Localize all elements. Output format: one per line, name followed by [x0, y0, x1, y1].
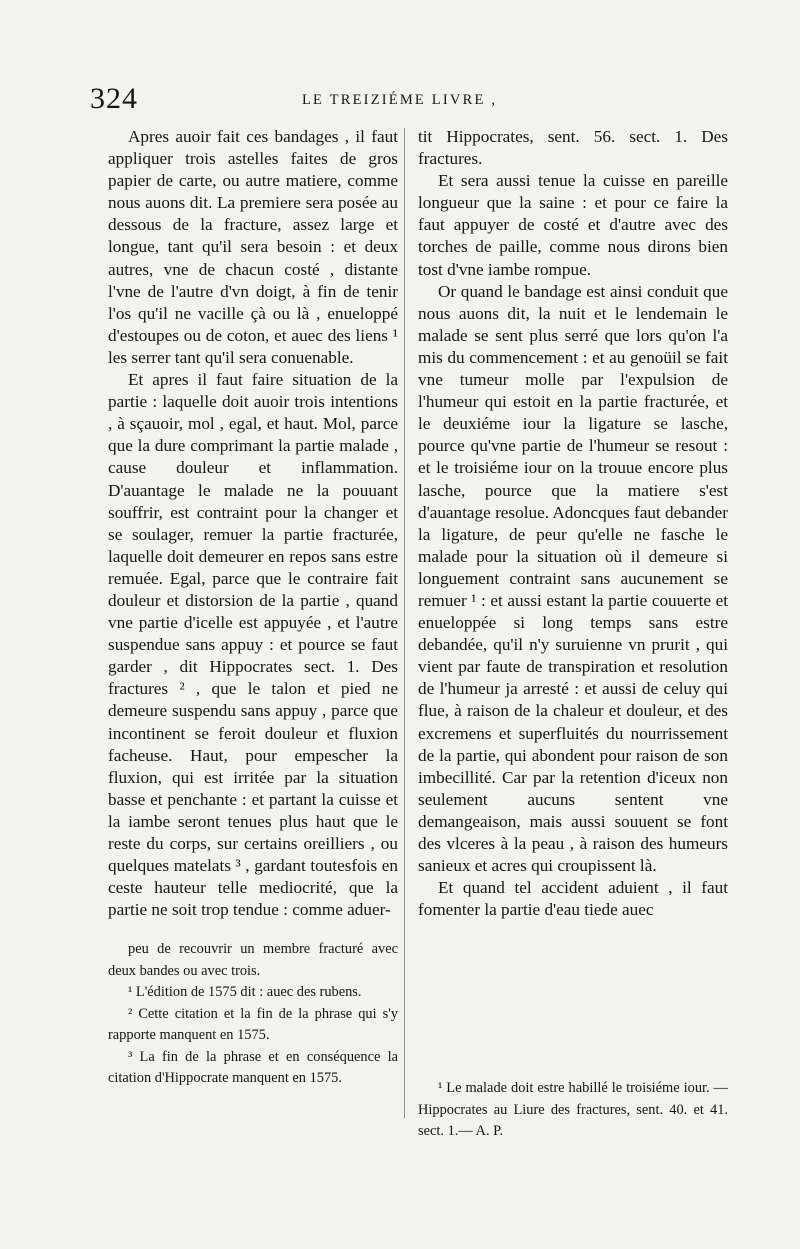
- footnote: ¹ Le malade doit estre habillé le troisiéme iour. — Hippocrates au Liure des fractures, sent. 40. et 41. sect. 1.— A. P.: [418, 1080, 728, 1139]
- paragraph: Et apres il faut faire situation de la partie : laquelle doit auoir trois intentions , à sçauoir, mol , egal, et haut. Mol, parce que la dure comprimant la partie malade , cause douleur et inflammation. D'auantage le malade ne la pouuant souffrir, est contraint pour la changer et se soulager, remuer la partie fracturée, laquelle doit demeurer en repos sans estre remuée. Egal, parce que le contraire fait douleur et distorsion de la partie , quand vne partie d'icelle est appuyée , et l'autre suspendue sans appuy : et pource se faut garder , dit Hippocrates sect. 1. Des fractures ² , que le talon et pied ne demeure suspendu sans appuy , parce que incontinent se feroit douleur et fluxion facheuse. Haut, pour empescher la fluxion, qui est irritée par la situation basse et penchante : et partant la cuisse et la iambe seront tenues plus haut que le reste du corps, sur certains oreilliers , ou quelques matelats ³ , gardant toutesfois en ceste hauteur telle mediocrité, que la partie ne soit trop tendue : comme aduer-: [108, 370, 398, 920]
- footnote: ² Cette citation et la fin de la phrase qui s'y rapporte manquent en 1575.: [108, 1005, 398, 1044]
- page-number: 324: [90, 82, 138, 115]
- footnote: ¹ L'édition de 1575 dit : auec des rubens.: [128, 984, 362, 1001]
- paragraph: tit Hippocrates, sent. 56. sect. 1. Des fractures.: [418, 127, 728, 169]
- page-header: [90, 82, 730, 122]
- paragraph: Et sera aussi tenue la cuisse en pareille longueur que la saine : et pour ce faire la faut appuyer de costé et d'autre avec des torches de paille, comme nous dirons bien tost d'vne iambe rompue.: [418, 171, 728, 279]
- right-body-text: [418, 126, 728, 921]
- left-column: [108, 126, 398, 1090]
- right-column: [418, 126, 728, 921]
- paragraph: Et quand tel accident aduient , il faut fomenter la partie d'eau tiede auec: [418, 878, 728, 920]
- paragraph: Or quand le bandage est ainsi conduit que nous auons dit, la nuit et le lendemain le malade se sent plus serré que lors qu'on l'a mis du commencement : et au genoüil se fait vne tumeur molle par l'expulsion de l'humeur qui estoit en la partie fracturée, et le deuxiéme iour la ligature se lasche, pource qu'vne partie de l'humeur se resout : et le troisiéme iour on la trouue encore plus lasche, pource que la matiere s'est d'auantage resolue. Adoncques faut debander la ligature, de peur qu'elle ne fasche le malade pour la situation où il demeure si longuement contraint sans aucunement se remuer ¹ : et aussi estant la partie couuerte et enueloppée si long temps sans estre debandée, qu'il n'y suruienne vn prurit , qui vient par faute de transpiration et resolution de l'humeur ja arresté : et aussi de celuy qui flue, à raison de la chaleur et douleur, et des excremens et superfluités du nourrissement de la partie, qui abondent pour raison de son imbecillité. Car par la retention d'iceux non seulement aucuns sentent vne demangeaison, mais aussi souuent se font des vlceres à la peau , à raison des humeurs sanieux et acres qui croupissent là.: [418, 281, 728, 876]
- running-title: LE TREIZIÉME LIVRE ,: [302, 92, 498, 108]
- paragraph: Apres auoir fait ces bandages , il faut appliquer trois astelles faites de gros papier de carte, ou autre matiere, comme nous auons dit. La premiere sera posée au dessous de la fracture, assez large et longue, tant qu'il sera besoin : et deux autres, vne de chacun costé , distante l'vne de l'autre d'vn doigt, à fin de tenir l'os qu'il ne vacille çà ou là , enueloppé d'estoupes ou de coton, et auec des liens ¹ les serrer tant qu'il sera conuenable.: [108, 127, 398, 367]
- left-body-text: [108, 126, 398, 921]
- left-footnotes: [108, 939, 398, 1090]
- footnote: peu de recouvrir un membre fracturé avec deux bandes ou avec trois.: [108, 941, 398, 979]
- footnote: ³ La fin de la phrase et en conséquence la citation d'Hippocrate manquent en 1575.: [108, 1048, 398, 1087]
- column-divider: [404, 128, 405, 1118]
- right-footnotes: [418, 1078, 728, 1143]
